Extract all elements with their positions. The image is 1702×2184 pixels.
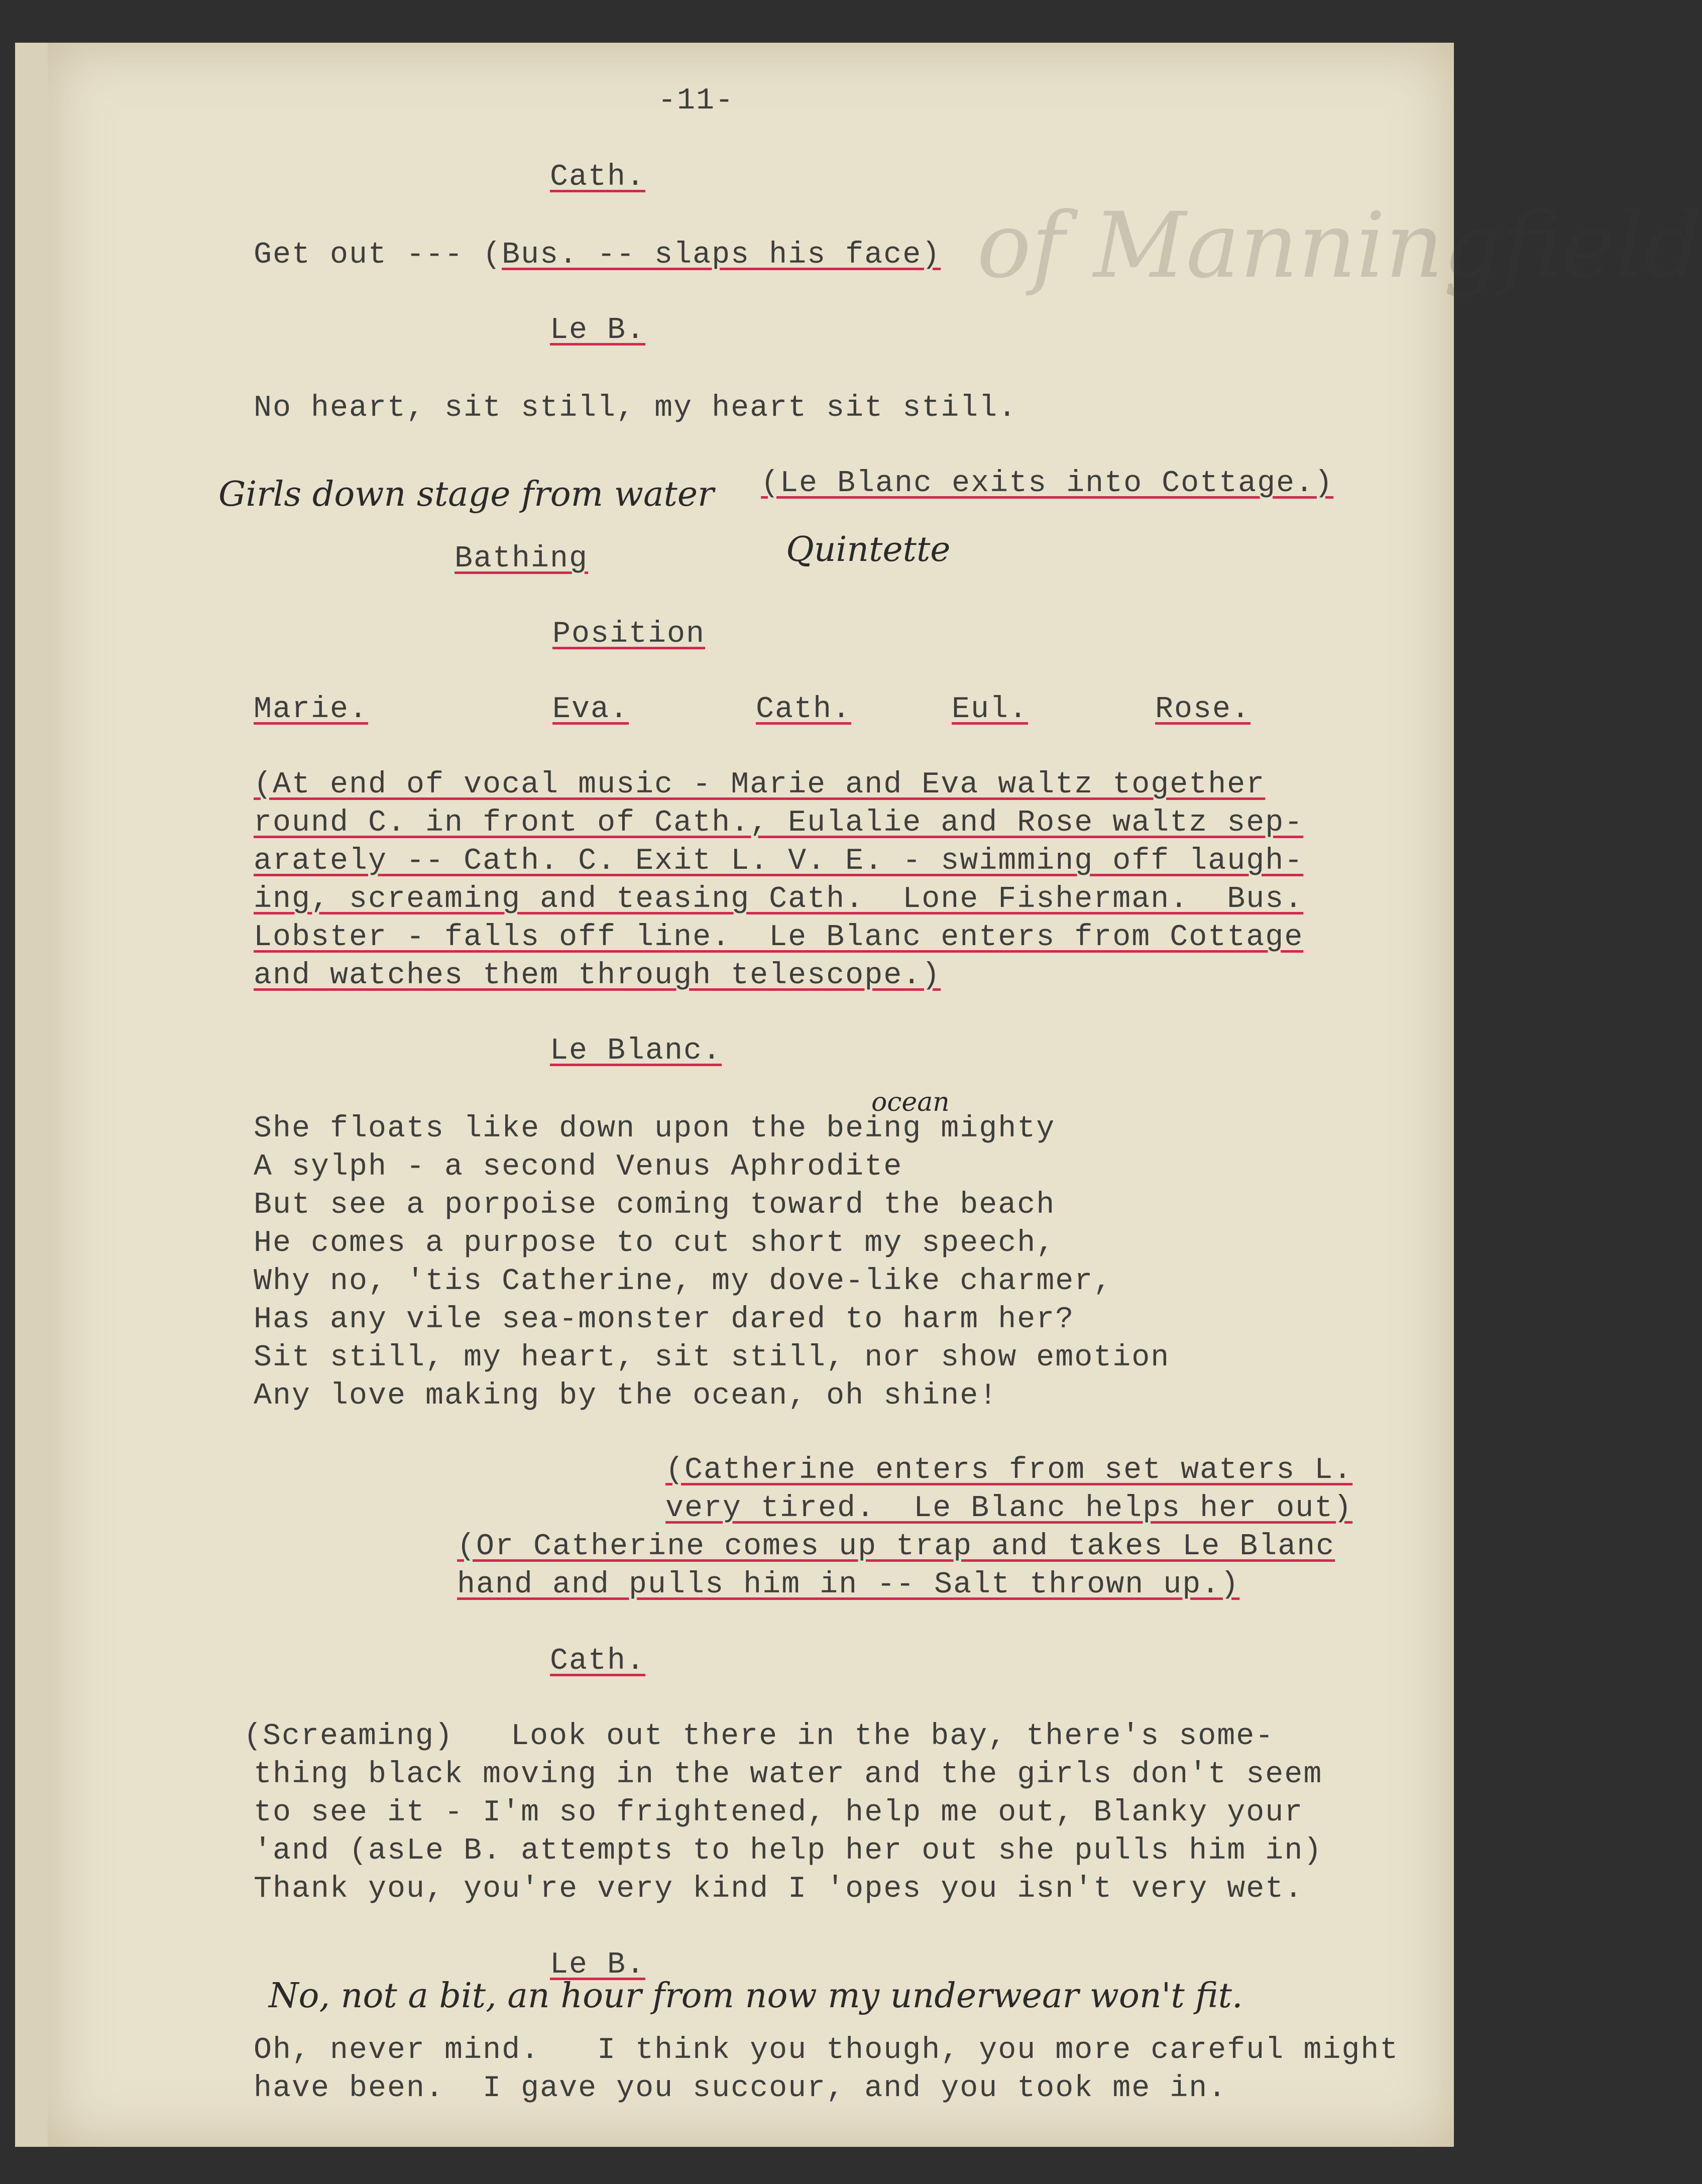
poem-line: Sit still, my heart, sit still, nor show emotion bbox=[254, 1341, 1170, 1375]
direction-line: hand and pulls him in -- Salt thrown up.) bbox=[457, 1568, 1240, 1602]
handwritten-girls-note: Girls down stage from water bbox=[218, 475, 714, 514]
speaker-cath: Cath. bbox=[550, 1644, 646, 1678]
page-number: -11- bbox=[658, 84, 735, 118]
speech-line: thing black moving in the water and the girls don't seem bbox=[254, 1758, 1323, 1792]
poem-line: He comes a purpose to cut short my speech, bbox=[254, 1226, 1056, 1260]
poem-line: She floats like down upon the being mighty bbox=[254, 1112, 1056, 1146]
line-heart: No heart, sit still, my heart sit still. bbox=[254, 391, 1017, 425]
stage-direction-line: Lobster - falls off line. Le Blanc enters from Cottage bbox=[254, 921, 1304, 955]
stage-direction-line: (At end of vocal music - Marie and Eva waltz together bbox=[254, 768, 1266, 802]
final-line: have been. I gave you succour, and you took me in. bbox=[254, 2072, 1227, 2106]
stage-direction-line: and watches them through telescope.) bbox=[254, 959, 941, 993]
speaker-le-b: Le B. bbox=[550, 1948, 646, 1982]
direction-line: (Or Catherine comes up trap and takes Le Blanc bbox=[457, 1530, 1335, 1564]
speech-line: Thank you, you're very kind I 'opes you isn't very wet. bbox=[254, 1872, 1304, 1906]
speaker-cath: Cath. bbox=[550, 160, 646, 194]
position-name: Eul. bbox=[952, 693, 1029, 727]
heading-bathing: Bathing bbox=[455, 542, 589, 576]
poem-line: Any love making by the ocean, oh shine! bbox=[254, 1379, 998, 1413]
position-name: Marie. bbox=[254, 693, 369, 727]
position-name: Cath. bbox=[756, 693, 852, 727]
speech-line: (Screaming) Look out there in the bay, there's some- bbox=[244, 1719, 1275, 1754]
book-binding-edge bbox=[0, 43, 49, 2147]
direction-line: very tired. Le Blanc helps her out) bbox=[665, 1491, 1353, 1526]
line-get-out: Get out --- (Bus. -- slaps his face) bbox=[254, 238, 941, 272]
stage-direction-line: round C. in front of Cath., Eulalie and Rose waltz sep- bbox=[254, 806, 1304, 840]
stage-direction-exit: (Le Blanc exits into Cottage.) bbox=[761, 467, 1334, 501]
faint-margin-note: of Manningfield bbox=[977, 193, 1702, 298]
handwritten-reply: No, not a bit, an hour from now my underwear won't fit. bbox=[269, 1976, 1243, 2016]
poem-line: Has any vile sea-monster dared to harm her? bbox=[254, 1303, 1075, 1337]
heading-position: Position bbox=[552, 617, 706, 651]
poem-line: Why no, 'tis Catherine, my dove-like charmer, bbox=[254, 1265, 1113, 1299]
stage-direction-line: ing, screaming and teasing Cath. Lone Fisherman. Bus. bbox=[254, 882, 1304, 916]
position-name: Eva. bbox=[552, 693, 629, 727]
final-line: Oh, never mind. I think you though, you more careful might bbox=[254, 2033, 1399, 2067]
speaker-le-b: Le B. bbox=[550, 313, 646, 348]
speech-line: 'and (asLe B. attempts to help her out she pulls him in) bbox=[254, 1834, 1323, 1868]
speech-line: to see it - I'm so frightened, help me out, Blanky your bbox=[254, 1796, 1304, 1830]
speaker-le-blanc: Le Blanc. bbox=[550, 1034, 722, 1068]
handwritten-quintette: Quintette bbox=[786, 530, 951, 569]
poem-line: A sylph - a second Venus Aphrodite bbox=[254, 1150, 903, 1184]
poem-line: But see a porpoise coming toward the beach bbox=[254, 1188, 1056, 1222]
direction-line: (Catherine enters from set waters L. bbox=[665, 1453, 1353, 1487]
typescript-page bbox=[48, 43, 1702, 2147]
handwritten-ocean: ocean bbox=[871, 1087, 950, 1117]
stage-direction-line: arately -- Cath. C. Exit L. V. E. - swimming off laugh- bbox=[254, 844, 1304, 878]
position-name: Rose. bbox=[1155, 693, 1251, 727]
